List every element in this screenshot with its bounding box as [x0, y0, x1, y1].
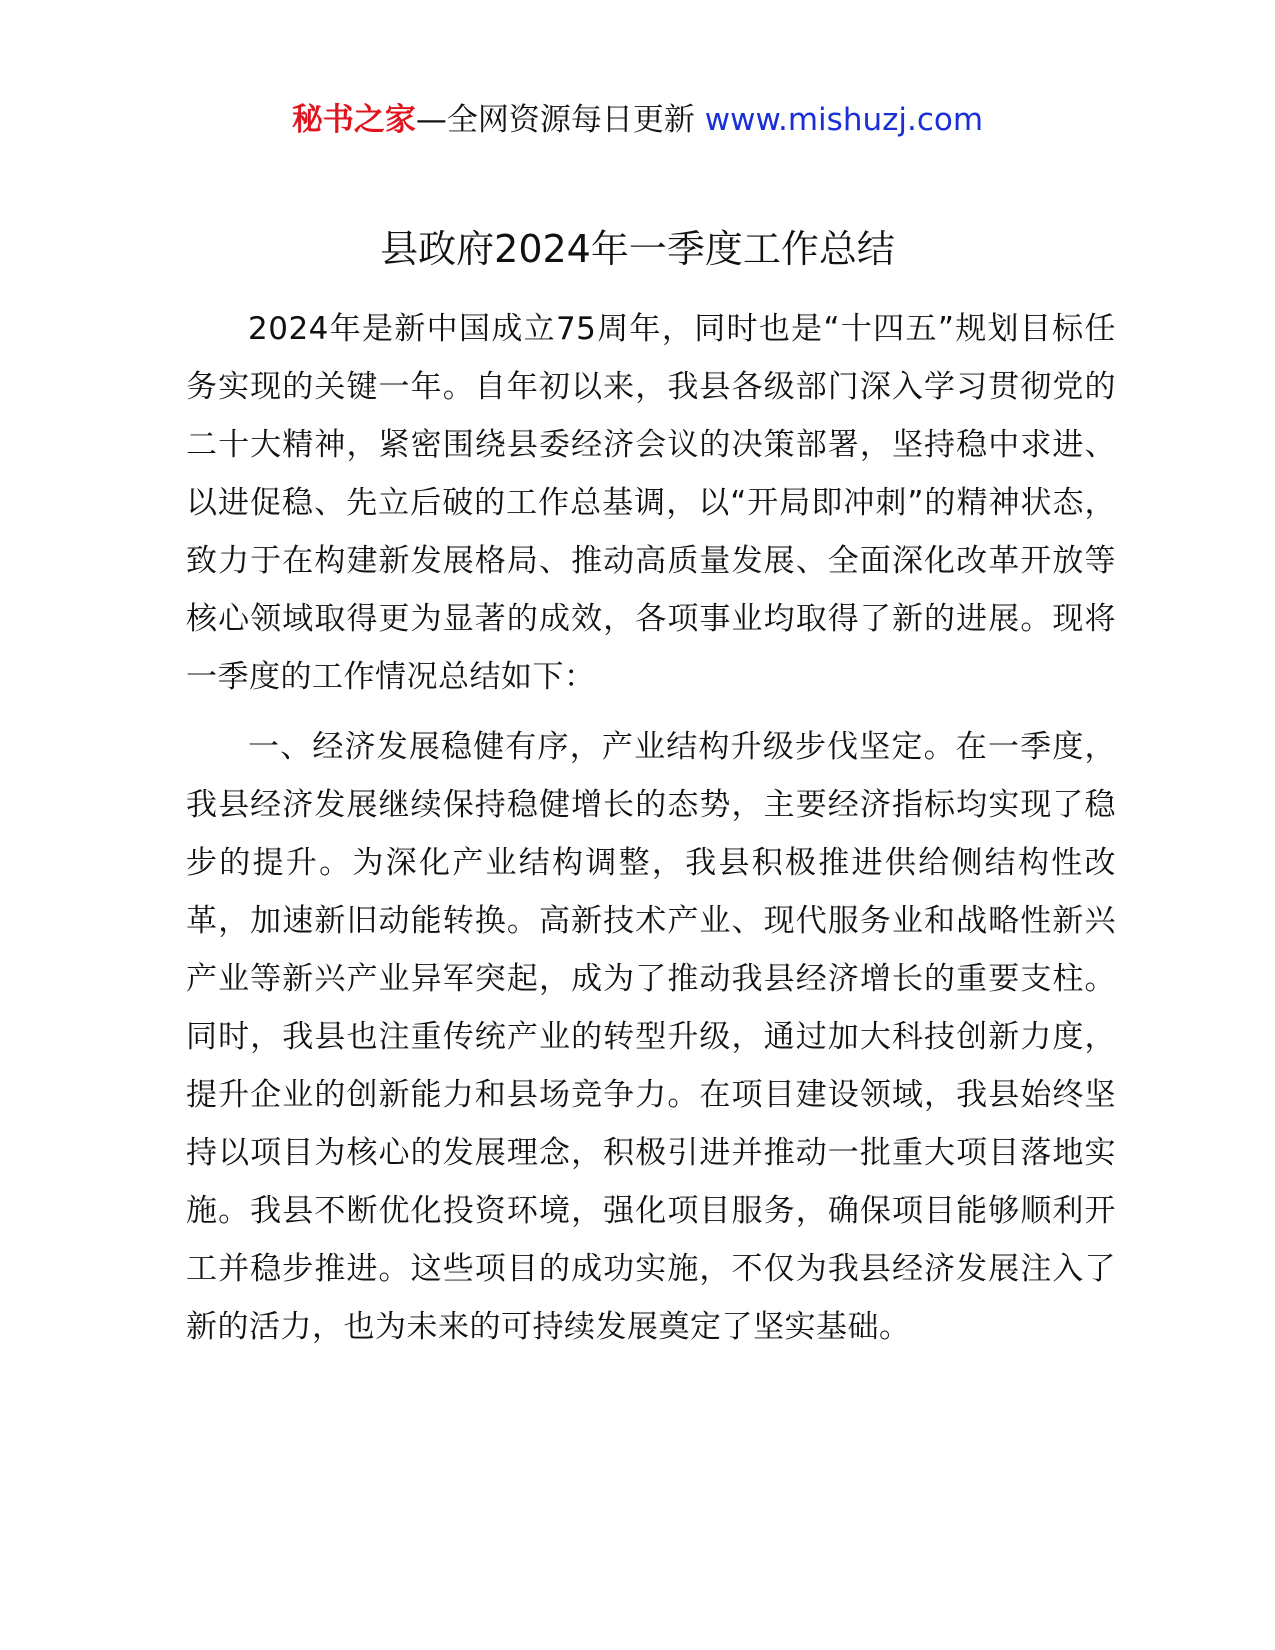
header-slogan: —全网资源每日更新: [415, 102, 705, 138]
paragraph-intro: 2024年是新中国成立75周年，同时也是“十四五”规划目标任务实现的关键一年。自年初以来，我县各级部门深入学习贯彻党的二十大精神，紧密围绕县委经济会议的决策部署，坚持稳中求进、以进促稳、先立后破的工作总基调，以“开局即冲刺”的精神状态，致力于在构建新发展格局、推动高质量发展、全面深化改革开放等核心领域取得更为显著的成效，各项事业均取得了新的进展。现将一季度的工作情况总结如下：: [186, 311, 1116, 695]
site-url-link[interactable]: www.mishuzj.com: [704, 102, 984, 138]
brand-name: 秘书之家: [291, 102, 416, 138]
document-title: 县政府2024年一季度工作总结: [380, 227, 895, 271]
paragraph-section-one: 一、经济发展稳健有序，产业结构升级步伐坚定。在一季度，我县经济发展继续保持稳健增长的态势，主要经济指标均实现了稳步的提升。为深化产业结构调整，我县积极推进供给侧结构性改革，加速新旧动能转换。高新技术产业、现代服务业和战略性新兴产业等新兴产业异军突起，成为了推动我县经济增长的重要支柱。同时，我县也注重传统产业的转型升级，通过加大科技创新力度，提升企业的创新能力和县场竞争力。在项目建设领域，我县始终坚持以项目为核心的发展理念，积极引进并推动一批重大项目落地实施。我县不断优化投资环境，强化项目服务，确保项目能够顺利开工并稳步推进。这些项目的成功实施，不仅为我县经济发展注入了新的活力，也为未来的可持续发展奠定了坚实基础。: [186, 729, 1116, 1345]
document-body: [186, 300, 1116, 1356]
site-header: [0, 98, 1275, 142]
